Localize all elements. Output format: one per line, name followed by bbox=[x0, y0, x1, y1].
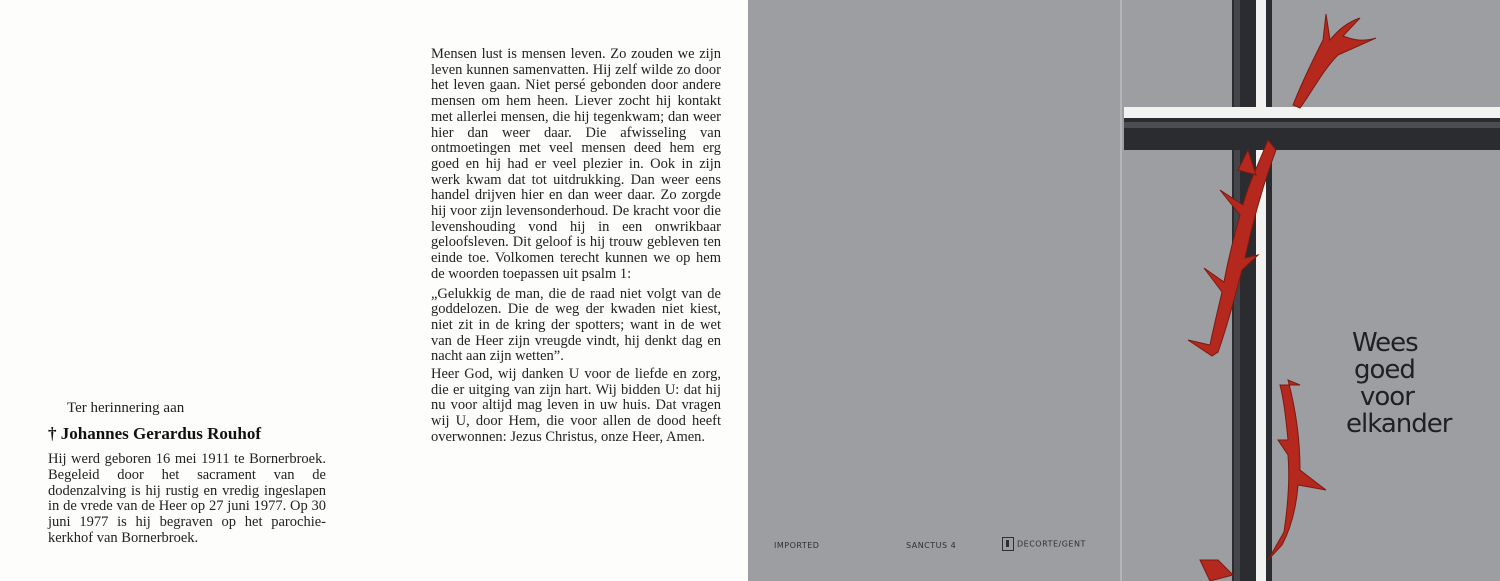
motto-line-2: goed bbox=[1354, 355, 1415, 385]
psalm-quote: „Gelukkig de man, die de raad niet volgt van de goddelozen. Die de weg der kwaden niet kiest, niet zit in de kring der spotters; want in de wet van de Heer zijn vreugde vindt, hij denkt dag en nacht aan zijn wetten”. bbox=[431, 285, 721, 365]
intro-text: Ter herinnering aan bbox=[67, 400, 185, 416]
prayer-paragraph: Heer God, wij danken U voor de liefde en zorg, die er uitging van zijn hart. Wij bidden U: dat hij nu voor altijd mag leven in uw huis. Dat vragen wij U, door Hem, die voor allen de dood heeft overwonnen: Jezus Christus, onze Heer, Amen. bbox=[431, 366, 721, 445]
publisher-logo-icon bbox=[1002, 537, 1014, 551]
memorial-card-inside bbox=[0, 0, 748, 581]
thorn-branches bbox=[1188, 14, 1376, 581]
eulogy-paragraph: Mensen lust is mensen leven. Zo zouden we zijn leven kunnen samenvatten. Hij zelf wilde zo door het leven gaan. Niet persé gebonden door andere mensen om hem heen. Liever zocht hij kontakt met allerlei mensen, die hij tegenkwam; dan weer hier dan weer daar. Die afwisseling van ontmoetingen met veel mensen deed hem erg goed en hij had er veel plezier in. Ook in zijn werk kwam dat tot uitdrukking. Dan weer eens handel drijven hier en dan weer daar. Zo zorgde hij voor zijn levensonderhoud. De kracht voor die levenshouding vond hij in een onwrikbaar geloofsleven. Dit geloof is hij trouw gebleven ten einde toe. Volkomen terecht kunnen we op hem de woorden toepassen uit psalm 1: bbox=[431, 46, 721, 282]
imprint-publisher-text: DECORTE/GENT bbox=[1017, 539, 1086, 549]
motto-line-4: elkander bbox=[1346, 409, 1452, 439]
imprint-series: SANCTUS 4 bbox=[906, 541, 957, 550]
cover-motto bbox=[1346, 328, 1452, 439]
cross-symbol-icon: † bbox=[48, 424, 57, 443]
imprint-publisher bbox=[1002, 537, 1086, 551]
cross-vertical-highlight bbox=[1256, 0, 1266, 581]
deceased-name-text: Johannes Gerardus Rouhof bbox=[60, 424, 262, 443]
biography-text: Hij werd geboren 16 mei 1911 te Bornerbroek. Begeleid door het sacrament van de dodenzalving is hij rustig en vredig ingeslapen in de vrede van de Heer op 27 juni 1977. Op 30 juni 1977 is hij begraven op het parochie-kerkhof van Bornerbroek. bbox=[48, 451, 326, 546]
eulogy-column bbox=[431, 47, 721, 450]
cross-horizontal-highlight bbox=[1124, 107, 1500, 118]
imprint-imported: IMPORTED bbox=[774, 541, 820, 550]
motto-line-1: Wees bbox=[1352, 328, 1418, 358]
cross-with-thorns-illustration bbox=[748, 0, 1500, 581]
motto-line-3: voor bbox=[1360, 382, 1414, 412]
deceased-name bbox=[48, 424, 261, 444]
